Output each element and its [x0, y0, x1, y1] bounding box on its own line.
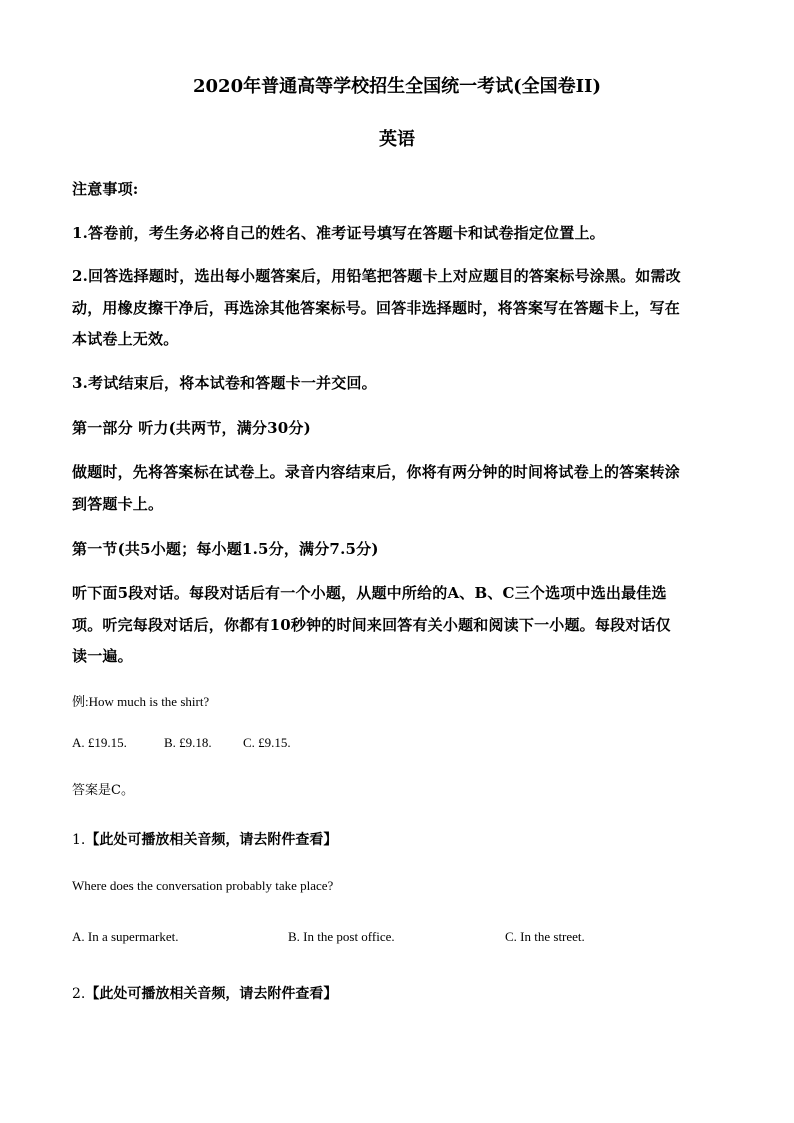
question-2-audio-note: 【此处可播放相关音频，请去附件查看】 [85, 986, 338, 1002]
question-1-option-c: C. In the street. [505, 929, 585, 944]
question-1-text: Where does the conversation probably take place? [72, 878, 334, 893]
section1-instruction-line-2: 项。听完每段对话后，你都有10秒钟的时间来回答有关小题和阅读下一小题。每段对话仅 [72, 616, 671, 634]
question-1-option-a: A. In a supermarket. [72, 929, 179, 944]
question-1-header [72, 829, 337, 849]
subject-title: 英语 [379, 129, 415, 150]
part1-instruction-line-2: 到答题卡上。 [72, 495, 164, 513]
exam-title: 2020年普通高等学校招生全国统一考试(全国卷II) [193, 76, 601, 97]
question-1-option-b: B. In the post office. [288, 929, 395, 944]
section1-heading: 第一节(共5小题；每小题1.5分，满分7.5分) [72, 540, 379, 558]
example-question: 例:How much is the shirt? [72, 694, 210, 709]
question-1-audio-note: 【此处可播放相关音频，请去附件查看】 [85, 832, 338, 848]
section1-instruction-line-1: 听下面5段对话。每段对话后有一个小题，从题中所给的A、B、C三个选项中选出最佳选 [72, 584, 667, 602]
example-option-a: A. £19.15. [72, 735, 127, 750]
section1-instruction-line-3: 读一遍。 [72, 647, 133, 665]
notice-item-2-line-2: 动，用橡皮擦干净后，再选涂其他答案标号。回答非选择题时，将答案写在答题卡上，写在 [72, 299, 681, 317]
part1-heading: 第一部分 听力(共两节，满分30分) [72, 419, 311, 437]
example-option-b: B. £9.18. [164, 735, 212, 750]
notice-heading: 注意事项: [72, 180, 139, 198]
notice-item-3: 3.考试结束后，将本试卷和答题卡一并交回。 [72, 374, 377, 392]
question-1-number: 1. [72, 832, 86, 848]
notice-item-2-line-1: 2.回答选择题时，选出每小题答案后，用铅笔把答题卡上对应题目的答案标号涂黑。如需改 [72, 267, 681, 285]
example-option-c: C. £9.15. [243, 735, 291, 750]
notice-item-2-line-3: 本试卷上无效。 [72, 330, 179, 348]
part1-instruction-line-1: 做题时，先将答案标在试卷上。录音内容结束后，你将有两分钟的时间将试卷上的答案转涂 [72, 463, 681, 481]
notice-item-1: 1.答卷前，考生务必将自己的姓名、准考证号填写在答题卡和试卷指定位置上。 [72, 224, 605, 242]
question-2-number: 2. [72, 986, 86, 1002]
question-2-header [72, 983, 337, 1003]
example-answer: 答案是C。 [72, 783, 134, 798]
